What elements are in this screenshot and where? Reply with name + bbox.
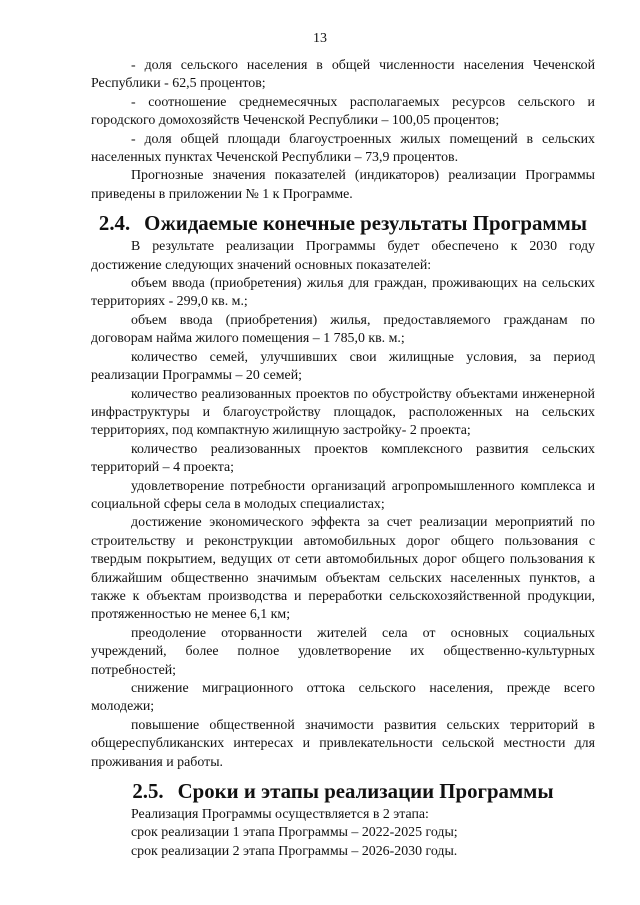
paragraph: количество реализованных проектов комплексного развития сельских территорий – 4 проекта;: [91, 441, 595, 476]
page-number: 13: [313, 31, 327, 46]
paragraph: В результате реализации Программы будет обеспечено к 2030 году достижение следующих значений основных показателей:: [91, 239, 595, 273]
section-number: 2.4.: [98, 211, 131, 236]
paragraph: преодоление оторванности жителей села от основных социальных учреждений, более полное удовлетворение их общественно-культурных потребностей;: [91, 625, 595, 678]
paragraph: достижение экономического эффекта за счет реализации мероприятий по строительству и реконструкции автомобильных дорог общего пользования с твердым покрытием, ведущих от сети автомобильных дорог общего пользования к ближайшим общественно значимым объектам сельских населенных пунктов, а также к объектам производства и переработки сельскохозяйственной продукции, протяженностью не менее 6,1 км;: [91, 515, 595, 623]
paragraph: количество семей, улучшивших свои жилищные условия, за период реализации Программы – 20 семей;: [91, 349, 595, 384]
paragraph: - доля общей площади благоустроенных жилых помещений в сельских населенных пунктах Чеченской Республики – 73,9 процентов.: [91, 131, 595, 166]
paragraph: количество реализованных проектов по обустройству объектами инженерной инфраструктуры и благоустройству площадок, расположенных на сельских территориях, под компактную жилищную застройку- 2 проекта;: [91, 386, 595, 439]
paragraph: объем ввода (приобретения) жилья для граждан, проживающих на сельских территориях - 299,0 кв. м.;: [91, 276, 595, 310]
section-number: 2.5.: [132, 779, 164, 804]
paragraph: удовлетворение потребности организаций агропромышленного комплекса и социальной сферы села в молодых специалистах;: [91, 478, 595, 512]
paragraph: повышение общественной значимости развития сельских территорий в общереспубликанских интересах и привлекательности сельской местности для проживания и работы.: [91, 717, 595, 770]
paragraph: объем ввода (приобретения) жилья, предоставляемого гражданам по договорам найма жилого помещения – 1 785,0 кв. м.;: [91, 312, 595, 347]
section-heading-2-4: [91, 204, 595, 238]
paragraph: срок реализации 2 этапа Программы – 2026-2030 годы.: [131, 843, 458, 859]
paragraph: - соотношение среднемесячных располагаемых ресурсов сельского и городского домохозяйств Чеченской Республики – 100,05 процентов;: [91, 94, 595, 129]
section-title: Ожидаемые конечные результаты Программы: [144, 211, 588, 236]
paragraph: срок реализации 1 этапа Программы – 2022-2025 годы;: [131, 825, 458, 841]
section-heading-2-5: [91, 772, 595, 806]
section-title: Сроки и этапы реализации Программы: [177, 779, 554, 804]
paragraph: снижение миграционного оттока сельского населения, прежде всего молодежи;: [91, 681, 595, 715]
paragraph: Реализация Программы осуществляется в 2 этапа:: [131, 807, 429, 823]
document-body: [91, 57, 595, 861]
paragraph: Прогнозные значения показателей (индикаторов) реализации Программы приведены в приложении № 1 к Программе.: [91, 168, 595, 202]
paragraph: - доля сельского населения в общей численности населения Чеченской Республики - 62,5 процентов;: [91, 58, 595, 92]
